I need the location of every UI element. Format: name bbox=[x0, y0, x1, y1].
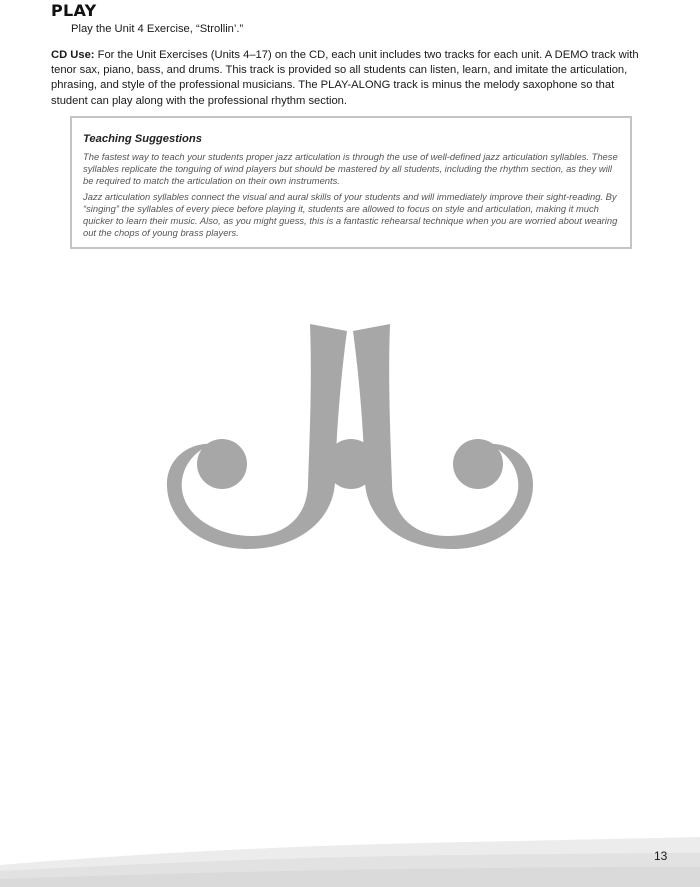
ornament-left-stroke bbox=[167, 324, 347, 549]
bass-clef-ornament bbox=[160, 318, 540, 550]
cd-use-label: CD Use: bbox=[51, 49, 95, 61]
teaching-suggestions-box bbox=[70, 116, 632, 249]
instruction-text: Play the Unit 4 Exercise, “Strollin’.” bbox=[71, 23, 244, 35]
ornament-center-dot bbox=[326, 439, 376, 489]
teaching-suggestions-title: Teaching Suggestions bbox=[83, 133, 202, 145]
ornament-right-dot bbox=[453, 439, 503, 489]
teaching-paragraph-2: Jazz articulation syllables connect the visual and aural skills of your students and will immediately improve their sight-reading. By “singing” the syllables of every piece before playing it, students are allowed to focus on style and articulation, making it much quicker to learn their music. Also, as you might guess, this is a fantastic rehearsal technique when you are worried about wearing out the chops of young brass players. bbox=[83, 191, 618, 238]
cd-use-paragraph bbox=[51, 48, 651, 109]
cd-use-text: For the Unit Exercises (Units 4–17) on the CD, each unit includes two tracks for each unit. A DEMO track with tenor sax, piano, bass, and drums. This track is provided so all students can listen, learn, and imitate the articulation, phrasing, and style of the professional musicians. The PLAY-ALONG track is minus the melody saxophone so that student can play along with the professional rhythm section. bbox=[51, 49, 639, 107]
section-heading: PLAY bbox=[51, 1, 97, 20]
teaching-paragraph-1: The fastest way to teach your students proper jazz articulation is through the use of well-defined jazz articulation syllables. These syllables replicate the tonguing of wind players but should be mastered by all students, including the rhythm section, as they will be required to match the articulation on their own instruments. bbox=[83, 151, 618, 186]
page-number: 13 bbox=[654, 849, 668, 863]
footer-brush-stroke bbox=[0, 825, 700, 887]
ornament-right-stroke bbox=[353, 324, 533, 549]
ornament-left-dot bbox=[197, 439, 247, 489]
